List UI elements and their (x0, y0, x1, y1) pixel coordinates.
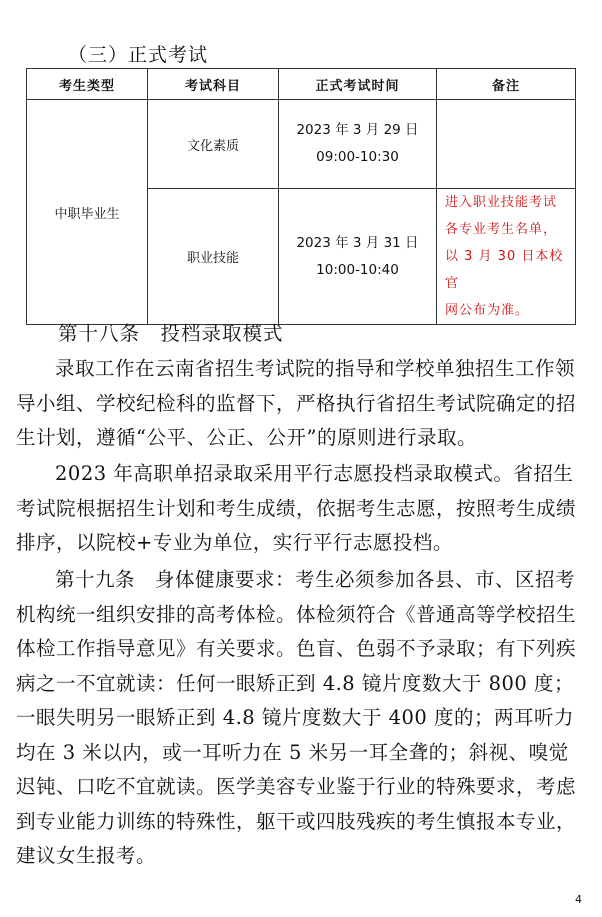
header-exam-time: 正式考试时间 (279, 69, 437, 100)
page-number: 4 (575, 893, 582, 906)
paragraph-admission-work: 录取工作在云南省招生考试院的指导和学校单独招生工作领导小组、学校纪检科的监督下，严格执行省招生考试院确定的招生计划，遵循“公平、公正、公开”的原则进行录取。 (16, 357, 577, 449)
section-heading: （三）正式考试 (68, 44, 209, 66)
note-line: 进入职业技能考试 (445, 195, 558, 210)
header-candidate-type: 考生类型 (27, 69, 148, 100)
header-note: 备注 (437, 69, 576, 100)
table-header-row (27, 69, 576, 100)
paragraph-health-requirements: 第十九条 身体健康要求：考生必须参加各县、市、区招考机构统一组织安排的高考体检。体检须符合《普通高等学校招生体检工作指导意见》有关要求。色盲、色弱不予录取；有下列疾病之一不宜就读：任何一眼矫正到 4.8 镜片度数大于 800 度；一眼失明另一眼矫正到 4.8 镜片度数大于 400 度的；两耳听力均在 3 米以内，或一耳听力在 5 米另一耳全聋的；斜视、嗅觉迟钝、口吃不宜就读。医学美容专业鉴于行业的特殊要求，考虑到专业能力训练的特殊性，躯干或四肢残疾的考生慎报本专业，建议女生报考。 (16, 568, 577, 867)
subject-cell: 文化素质 (148, 100, 279, 189)
header-subject: 考试科目 (148, 69, 279, 100)
candidate-type-cell: 中职毕业生 (27, 100, 148, 325)
paragraph-admission-mode: 2023 年高职单招录取采用平行志愿投档录取模式。省招生考试院根据招生计划和考生成绩，依据考生志愿，按照考生成绩排序，以院校+专业为单位，实行平行志愿投档。 (16, 462, 577, 554)
exam-schedule-table (26, 68, 576, 325)
note-line: 网公布为准。 (445, 303, 530, 318)
exam-date: 2023 年 3 月 31 日 (296, 234, 419, 251)
table-row (27, 100, 576, 189)
exam-hours: 09:00-10:30 (316, 149, 399, 165)
note-cell (437, 189, 576, 325)
note-cell-empty (437, 100, 576, 189)
exam-time-cell (279, 100, 437, 189)
subject-cell: 职业技能 (148, 189, 279, 325)
exam-date: 2023 年 3 月 29 日 (296, 122, 419, 138)
note-line: 各专业考生名单， (445, 222, 558, 237)
note-line: 以 3 月 30 日本校官 (445, 249, 564, 291)
article-18-title: 第十八条 投档录取模式 (58, 322, 284, 345)
exam-time-cell (279, 189, 437, 325)
exam-hours: 10:00-10:40 (316, 261, 399, 278)
